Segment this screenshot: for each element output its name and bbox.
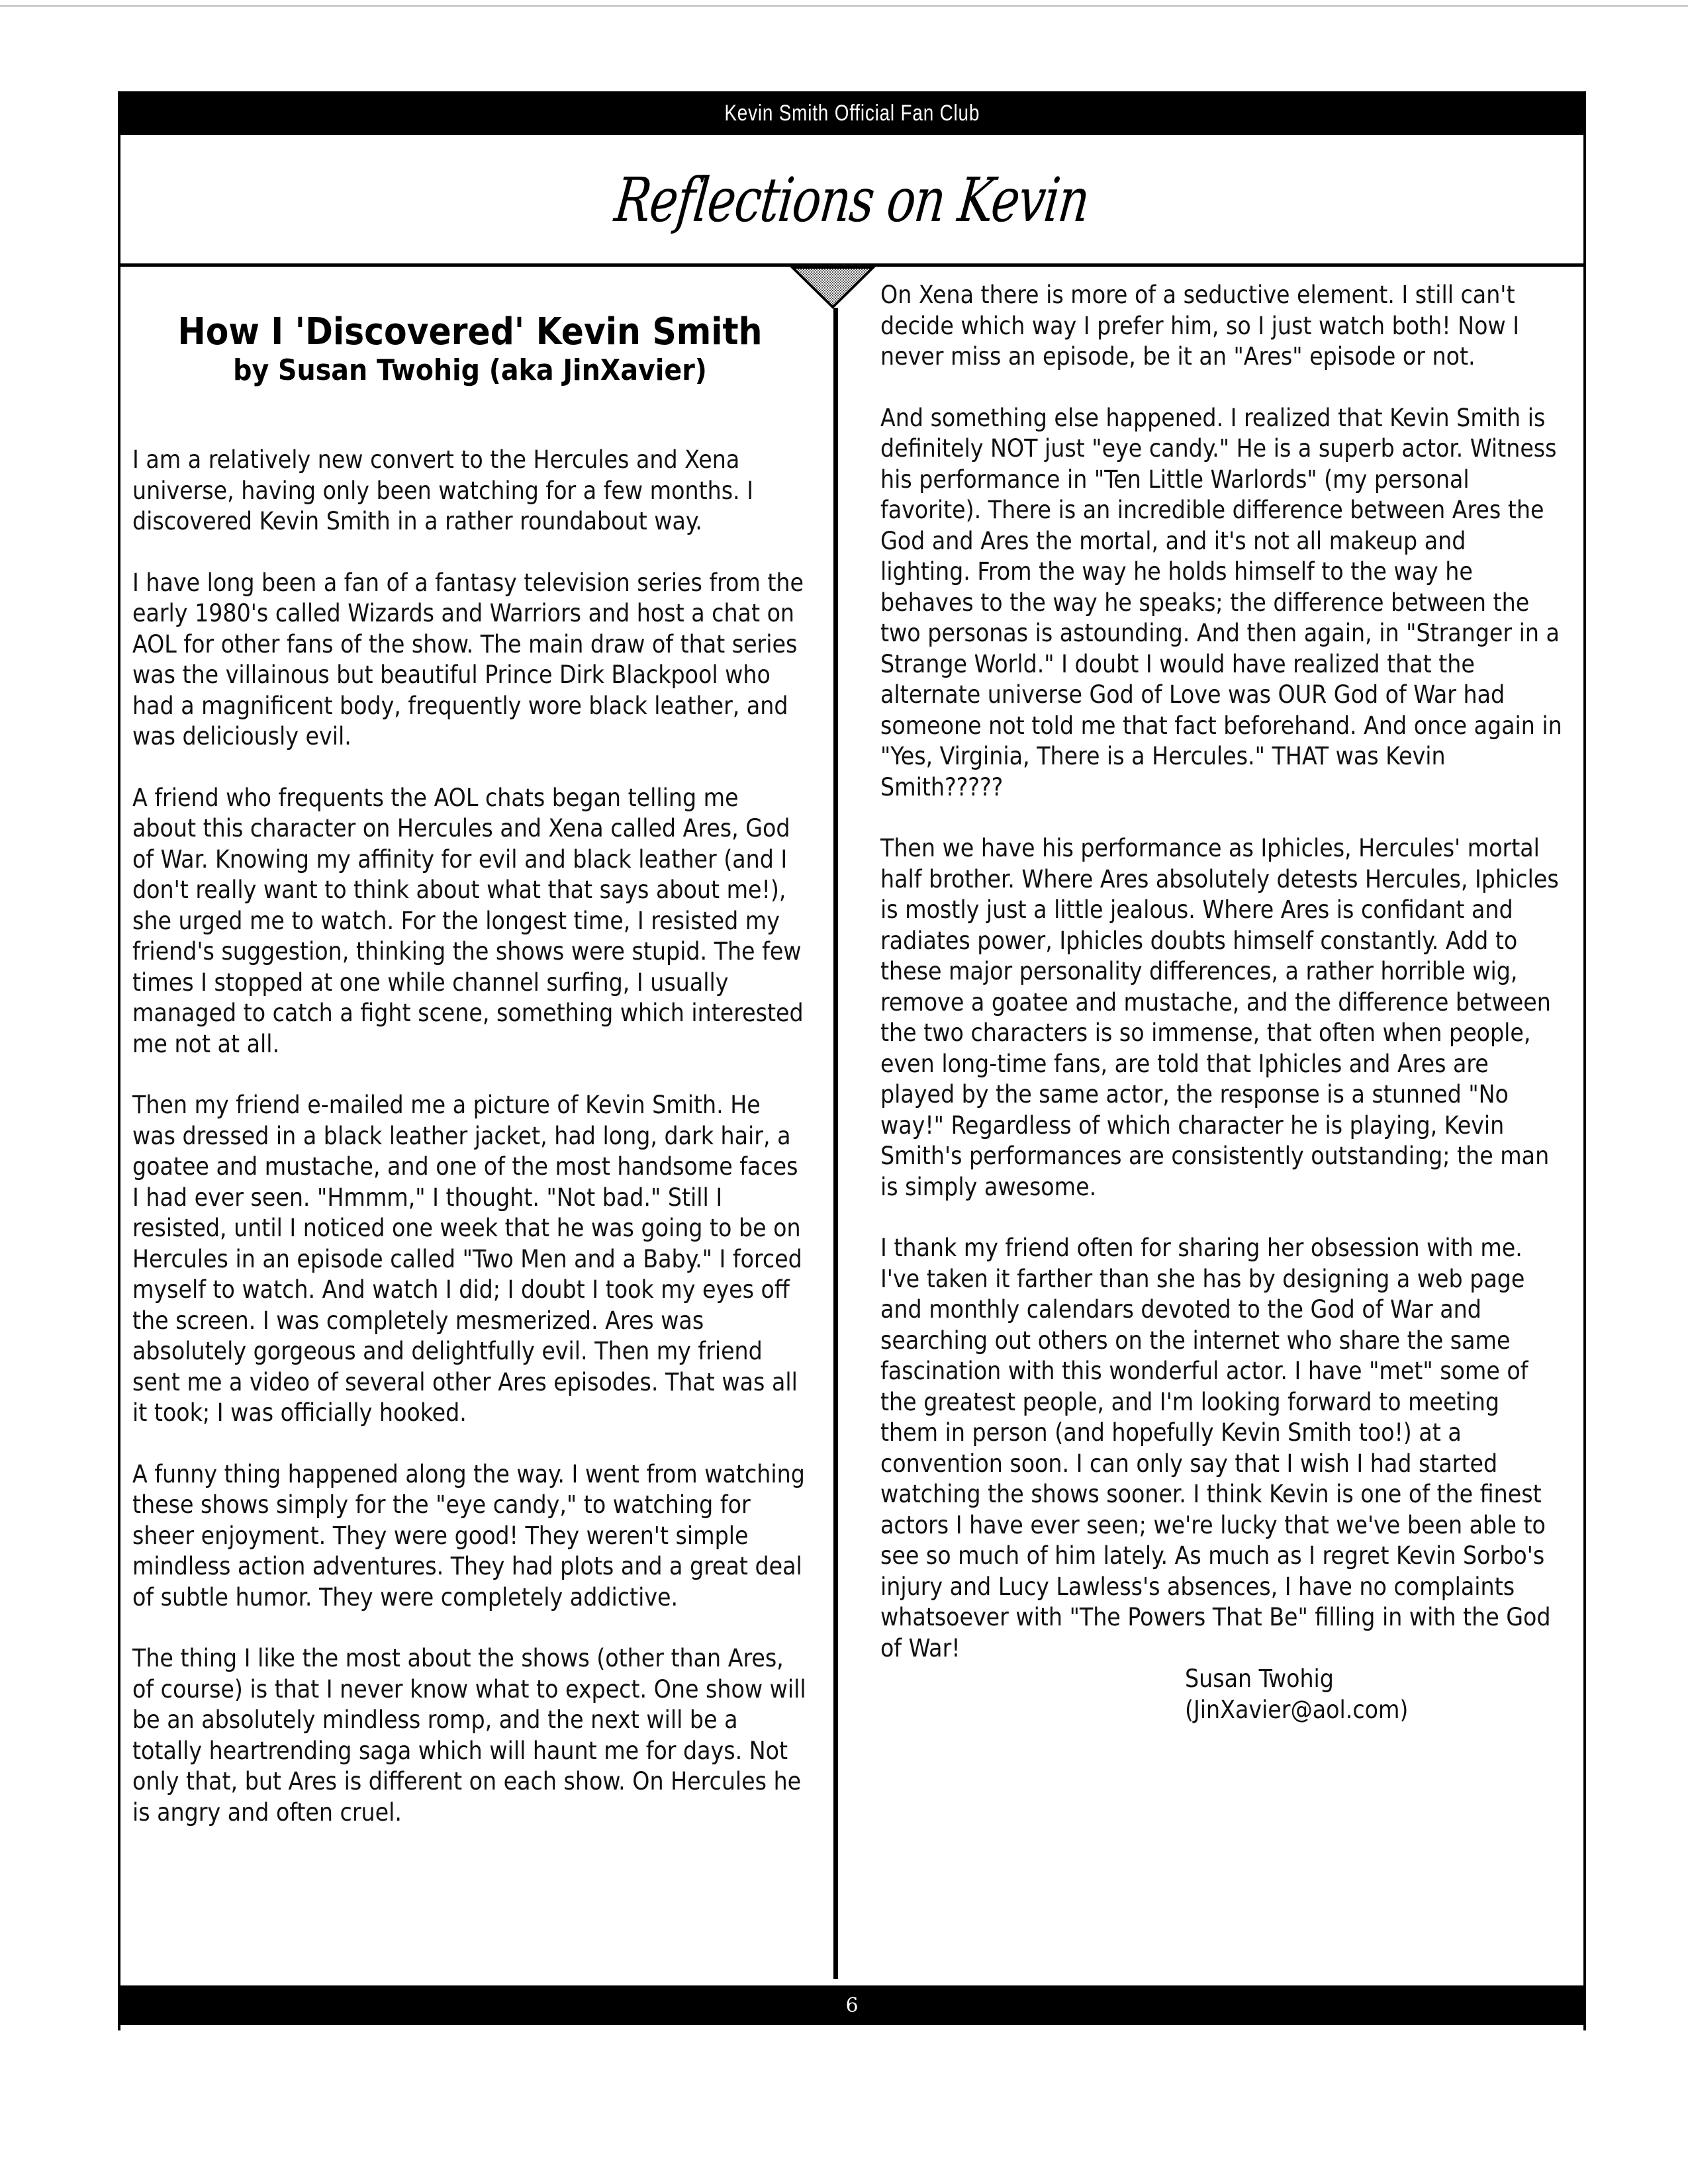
article-headline: How I 'Discovered' Kevin Smith [177,310,763,353]
paragraph: I am a relatively new convert to the Hercules and Xena universe, having only been watching for a few months. I discovered Kevin Smith in a rather roundabout way. [132,445,754,535]
paragraph: Then my friend e-mailed me a picture of Kevin Smith. He was dressed in a black leather jacket, had long, dark hair, a goatee and mustache, and one of the most handsome faces I had ever seen. "Hmmm," I thought. "Not bad." Still I resisted, until I noticed one week that he was going to be on Hercules in an episode called "Two Men and a Baby." I forced myself to watch. And watch I did; I doubt I took my eyes off the screen. I was completely mesmerized. Ares was absolutely gorgeous and delightfully evil. Then my friend sent me a video of several other Ares episodes. That was all it took; I was officially hooked. [132,1091,802,1427]
page-number: 6 [845,1993,859,2017]
paragraph: A friend who frequents the AOL chats began telling me about this character on Hercules and Xena called Ares, God of War. Knowing my affinity for evil and black leather (and I don't really want to think about what that says about me!), she urged me to watch. For the longest time, I resisted my friend's suggestion, thinking the shows were stupid. The few times I stopped at one while channel surfing, I usually managed to catch a fight scene, something which interested me not at all. [132,783,804,1058]
signature-email: (JinXavier@aol.com) [1185,1695,1409,1724]
publication-name: Kevin Smith Official Fan Club [724,100,980,126]
footer-band [118,1985,1586,2025]
article-byline: by Susan Twohig (aka JinXavier) [233,353,707,387]
paragraph: I thank my friend often for sharing her obsession with me. I've taken it farther than she has by designing a web page and monthly calendars devoted to the God of War and searching out others on the internet who share the same fascination with this wonderful actor. I have "met" some of the greatest people, and I'm looking forward to meeting them in person (and hopefully Kevin Smith too!) at a convention soon. I can only say that I wish I had started watching the shows sooner. I think Kevin is one of the finest actors I have ever seen; we're lucky that we've been able to see so much of him lately. As much as I regret Kevin Sorbo's injury and Lucy Lawless's absences, I have no complaints whatsoever with "The Powers That Be" filling in with the God of War! [880,1234,1551,1662]
section-title-area [120,135,1583,265]
header-band [118,91,1586,135]
paragraph: Then we have his performance as Iphicles, Hercules' mortal half brother. Where Ares absolutely detests Hercules, Iphicles is mostly just a little jealous. Where Ares is confidant and radiates power, Iphicles doubts himself constantly. Add to these major personality differences, a rather horrible wig, remove a goatee and mustache, and the difference between the two characters is so immense, that often when people, even long-time fans, are told that Iphicles and Ares are played by the same actor, the response is a stunned "No way!" Regardless of which character he is playing, Kevin Smith's performances are consistently outstanding; the man is simply awesome. [880,834,1559,1201]
scan-edge-line [0,5,1688,7]
article-right-column [880,280,1562,1725]
paragraph: The thing I like the most about the shows (other than Ares, of course) is that I never know what to expect. One show will be an absolutely mindless romp, and the next will be a totally heartrending saga which will haunt me for days. Not only that, but Ares is different on each show. On Hercules he is angry and often cruel. [132,1644,806,1827]
article-left-column [132,311,808,1858]
paragraph: I have long been a fan of a fantasy television series from the early 1980's called Wizards and Warriors and host a chat on AOL for other fans of the show. The main draw of that series was the villainous but beautiful Prince Dirk Blackpool who had a magnificent body, frequently wore black leather, and was deliciously evil. [132,568,804,751]
column-divider [833,308,838,1979]
signature-name: Susan Twohig [1185,1664,1334,1693]
paragraph: And something else happened. I realized that Kevin Smith is definitely NOT just "eye candy." He is a superb actor. Witness his performance in "Ten Little Warlords" (my personal favorite). There is an incredible difference between Ares the God and Ares the mortal, and it's not all makeup and lighting. From the way he holds himself to the way he behaves to the way he speaks; the difference between the two personas is astounding. And then again, in "Stranger in a Strange World." I doubt I would have realized that the alternate universe God of Love was OUR God of War had someone not told me that fact beforehand. And once again in "Yes, Virginia, There is a Hercules." THAT was Kevin Smith????? [880,403,1562,801]
section-title: Reflections on Kevin [611,164,1093,236]
paragraph: On Xena there is more of a seductive element. I still can't decide which way I prefer him, so I just watch both! Now I never miss an episode, be it an "Ares" episode or not. [880,281,1520,371]
paragraph: A funny thing happened along the way. I went from watching these shows simply for the "eye candy," to watching for sheer enjoyment. They were good! They weren't simple mindless action adventures. They had plots and a great deal of subtle humor. They were completely addictive. [132,1459,805,1612]
